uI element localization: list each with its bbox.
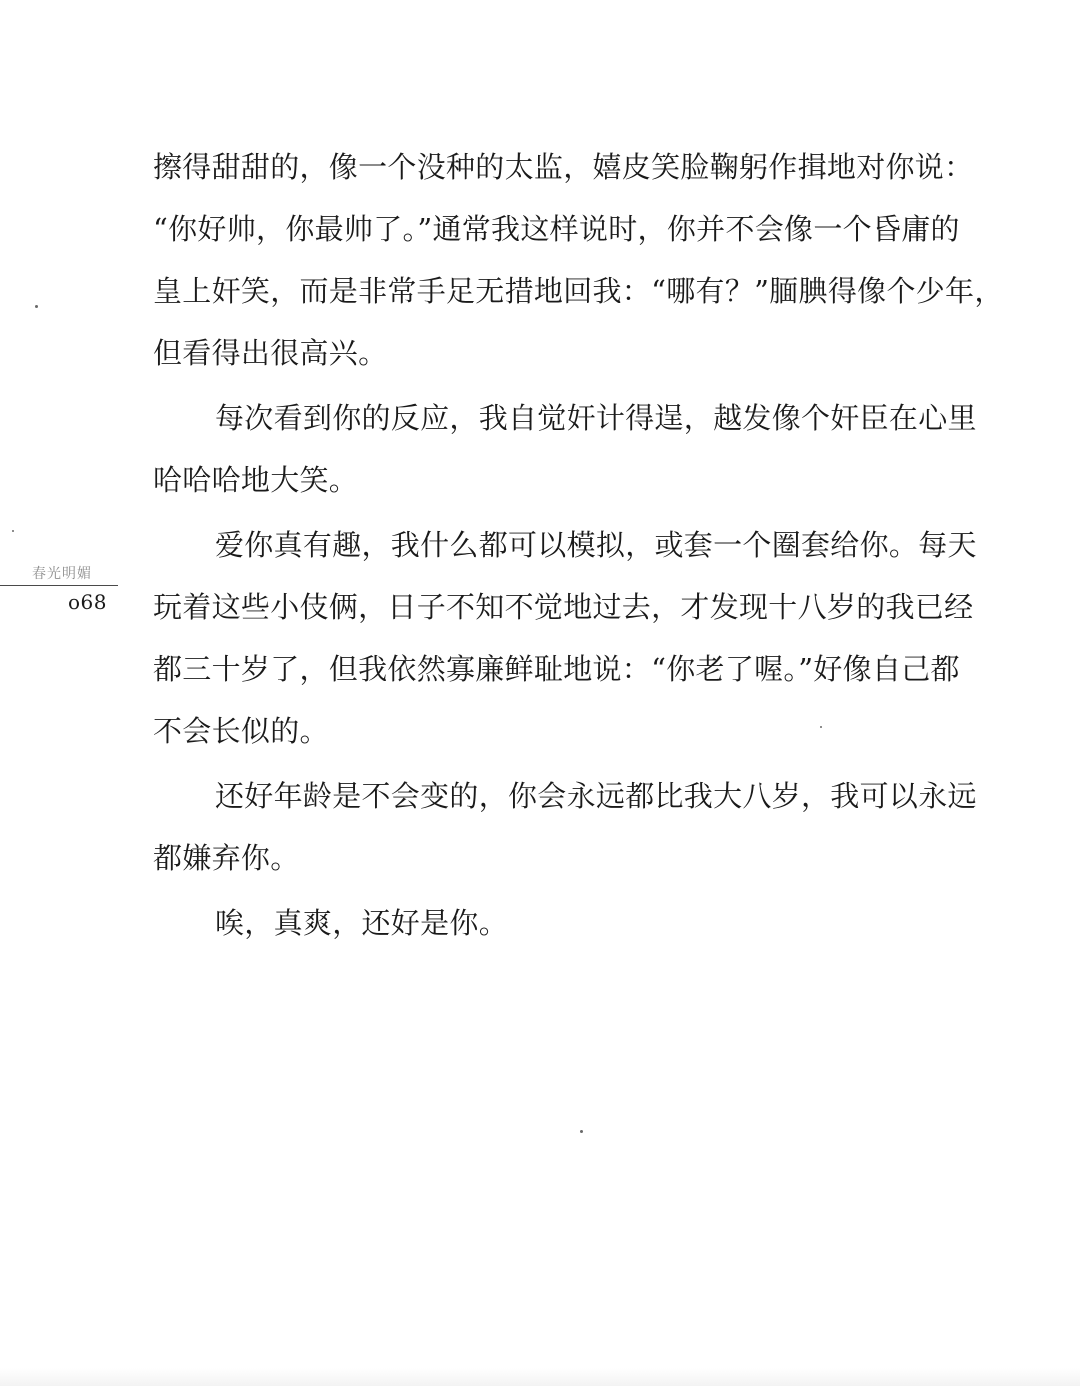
paragraph-first-line: 还好年龄是不会变的，你会永远都比我大八岁，我可以永远	[215, 779, 977, 813]
running-head-rule	[0, 585, 118, 586]
scan-speck	[35, 305, 38, 308]
text-line: 皇上奸笑，而是非常手足无措地回我：“哪有？”腼腆得像个少年，	[153, 274, 1004, 308]
text-line: 但看得出很高兴。	[153, 336, 388, 370]
scan-speck	[820, 726, 822, 728]
paragraph-first-line: 爱你真有趣，我什么都可以模拟，或套一个圈套给你。每天	[215, 528, 977, 562]
running-head-title: 春光明媚	[32, 566, 92, 582]
text-line: 都嫌弃你。	[153, 841, 300, 875]
text-line: “你好帅，你最帅了。”通常我这样说时，你并不会像一个昏庸的	[153, 212, 960, 246]
paragraph-first-line: 每次看到你的反应，我自觉奸计得逞，越发像个奸臣在心里	[215, 401, 977, 435]
paragraph-first-line: 唉，真爽，还好是你。	[215, 906, 509, 940]
running-head	[0, 563, 118, 593]
text-line: 擦得甜甜的，像一个没种的太监，嬉皮笑脸鞠躬作揖地对你说：	[153, 150, 974, 184]
page-number: o68	[68, 590, 107, 614]
text-line: 玩着这些小伎俩，日子不知不觉地过去，才发现十八岁的我已经	[153, 590, 974, 624]
text-line: 不会长似的。	[153, 714, 329, 748]
text-line: 都三十岁了，但我依然寡廉鲜耻地说：“你老了喔。”好像自己都	[153, 652, 960, 686]
page-bottom-edge	[0, 1368, 1080, 1386]
scan-speck	[12, 530, 14, 532]
scan-speck	[580, 1130, 583, 1133]
body-text	[153, 136, 1004, 954]
text-line: 哈哈哈地大笑。	[153, 463, 359, 497]
